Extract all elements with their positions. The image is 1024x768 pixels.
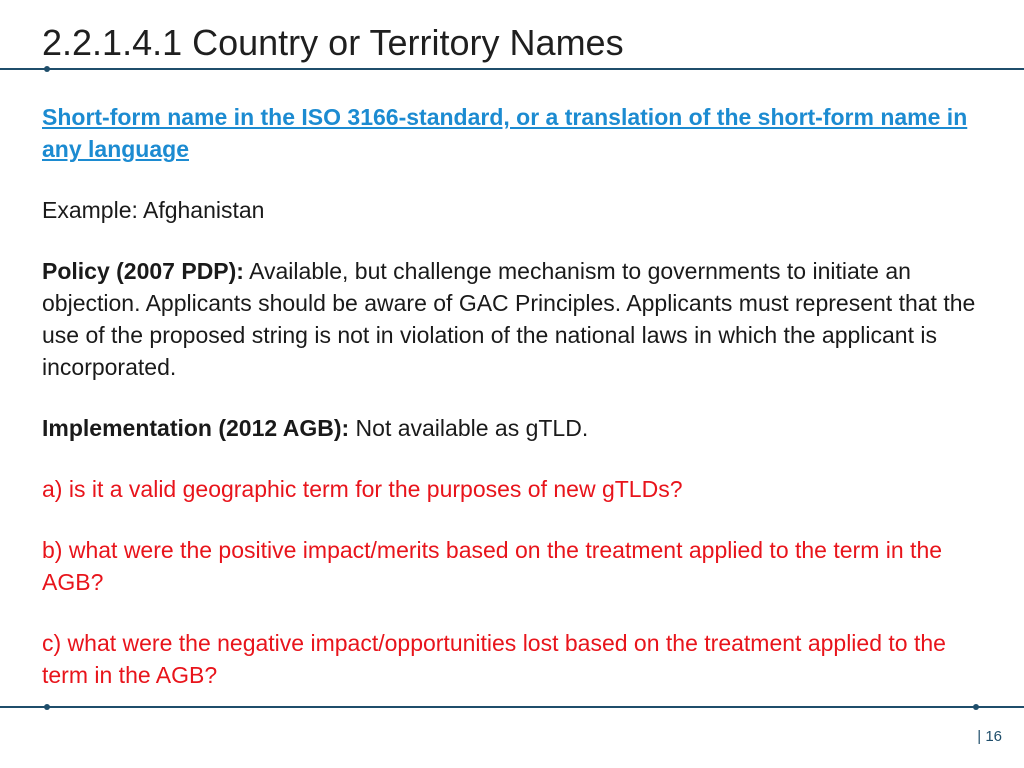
bottom-divider-dot-right bbox=[973, 704, 979, 710]
policy-label: Policy (2007 PDP): bbox=[42, 258, 244, 284]
page-number: | 16 bbox=[977, 728, 1002, 745]
bottom-divider bbox=[0, 706, 1024, 708]
top-divider bbox=[0, 68, 1024, 70]
implementation-paragraph bbox=[42, 412, 992, 444]
question-a: a) is it a valid geographic term for the purposes of new gTLDs? bbox=[42, 476, 683, 502]
bottom-divider-dot-left bbox=[44, 704, 50, 710]
implementation-label: Implementation (2012 AGB): bbox=[42, 415, 350, 441]
question-b: b) what were the positive impact/merits based on the treatment applied to the term in the AGB? bbox=[42, 537, 943, 595]
slide-body bbox=[42, 101, 992, 720]
top-divider-dot bbox=[44, 66, 50, 72]
question-c: c) what were the negative impact/opportunities lost based on the treatment applied to the term in the AGB? bbox=[42, 630, 946, 688]
iso-3166-link[interactable]: Short-form name in the ISO 3166-standard, or a translation of the short-form name in any language bbox=[42, 104, 968, 162]
slide-title: 2.2.1.4.1 Country or Territory Names bbox=[42, 22, 624, 63]
heading-paragraph bbox=[42, 101, 992, 165]
policy-paragraph bbox=[42, 255, 992, 383]
example-text: Example: Afghanistan bbox=[42, 197, 265, 223]
implementation-text: Not available as gTLD. bbox=[349, 415, 589, 441]
policy-text: Available, but challenge mechanism to governments to initiate an objection. Applicants should be aware of GAC Principles. Applicants must represent that the use of the proposed string is not in violation of the national laws in which the applicant is incorporated. bbox=[42, 258, 976, 380]
